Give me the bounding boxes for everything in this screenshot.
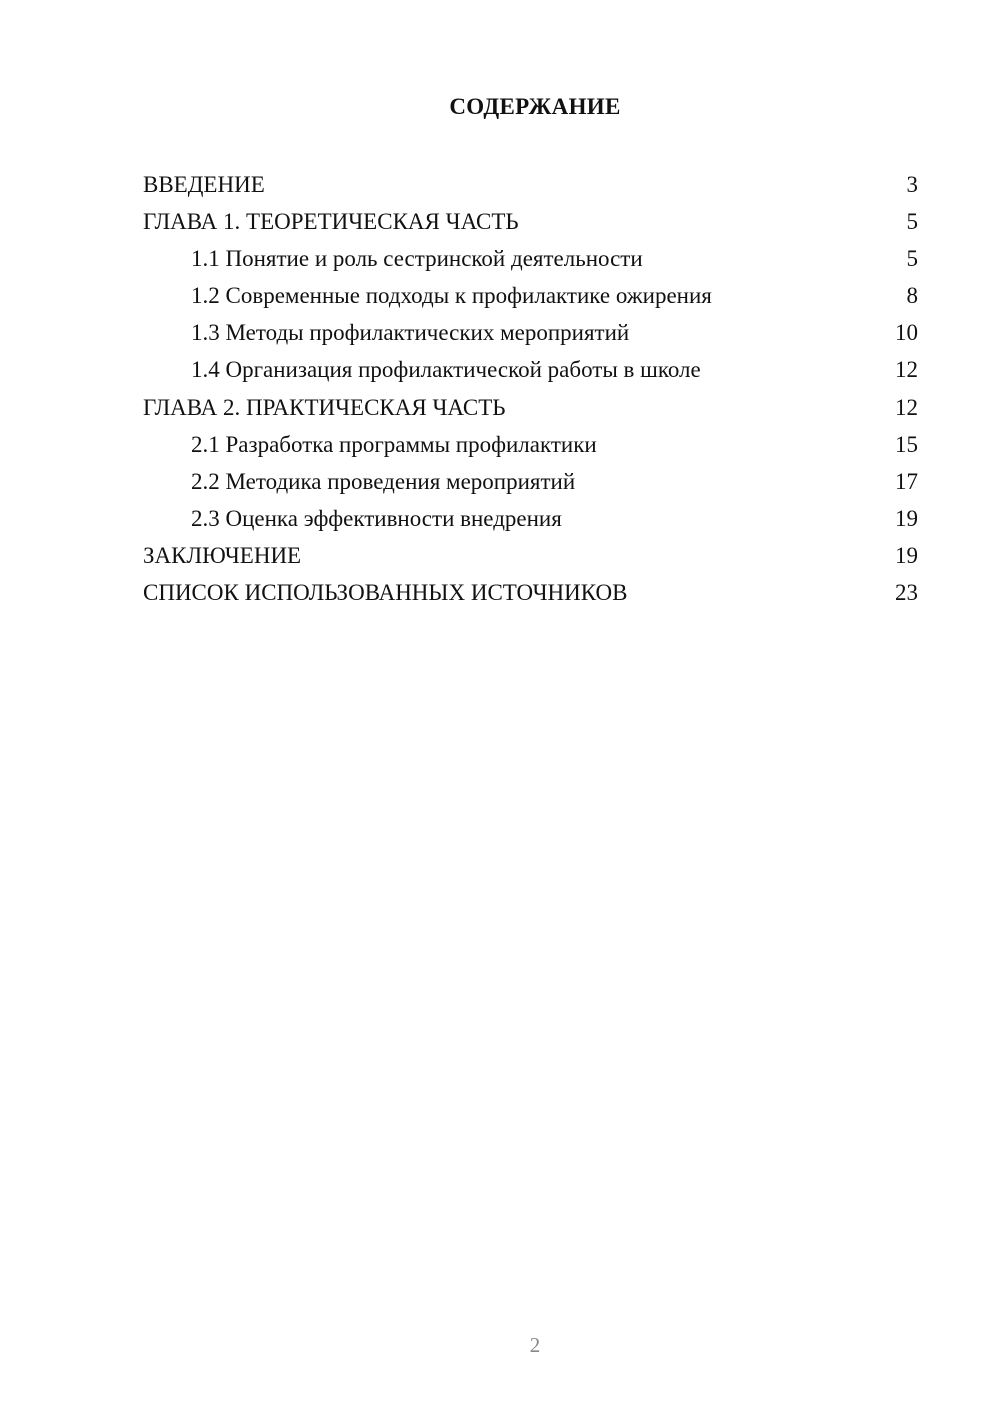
toc-entry-title: 1.3 Методы профилактических мероприятий (191, 320, 630, 346)
toc-entry-page: 15 (895, 431, 918, 457)
toc-entry-title: 1.2 Современные подходы к профилактике ожирения (191, 283, 712, 309)
toc-entry-section-2-1[interactable] (143, 426, 918, 463)
toc-entry-page: 12 (895, 394, 918, 420)
toc-entry-title: 2.3 Оценка эффективности внедрения (191, 505, 562, 531)
toc-entry-introduction[interactable] (143, 166, 918, 203)
toc-entry-section-1-1[interactable] (143, 240, 918, 277)
toc-entry-title: 2.2 Методика проведения мероприятий (191, 468, 576, 494)
toc-entry-page: 19 (895, 542, 918, 568)
toc-entry-page: 23 (895, 580, 918, 606)
page-number: 2 (529, 1333, 541, 1357)
toc-entry-section-1-3[interactable] (143, 314, 918, 351)
toc-entry-page: 12 (895, 357, 918, 383)
toc-entry-chapter-1[interactable] (143, 203, 918, 240)
toc-entry-title: 1.4 Организация профилактической работы в школе (191, 357, 701, 383)
toc-entry-title: ВВЕДЕНИЕ (143, 172, 265, 197)
toc-entry-title: 1.1 Понятие и роль сестринской деятельности (191, 246, 643, 272)
toc-entry-section-1-4[interactable] (143, 351, 918, 388)
toc-entry-page: 10 (895, 320, 918, 346)
toc-entry-section-1-2[interactable] (143, 277, 918, 314)
toc-entry-page: 5 (906, 246, 918, 272)
toc-entry-chapter-2[interactable] (143, 389, 918, 426)
toc-entry-conclusion[interactable] (143, 537, 918, 574)
page-title: СОДЕРЖАНИЕ (449, 94, 621, 119)
toc-entry-page: 5 (906, 209, 918, 235)
toc-entry-section-2-3[interactable] (143, 500, 918, 537)
table-of-contents (143, 166, 918, 611)
toc-entry-title: ГЛАВА 2. ПРАКТИЧЕСКАЯ ЧАСТЬ (143, 394, 506, 420)
toc-entry-title: ЗАКЛЮЧЕНИЕ (143, 542, 302, 568)
toc-entry-title: ГЛАВА 1. ТЕОРЕТИЧЕСКАЯ ЧАСТЬ (143, 209, 519, 235)
toc-entry-page: 17 (895, 468, 918, 494)
toc-entry-page: 3 (906, 172, 918, 197)
toc-entry-references[interactable] (143, 574, 918, 611)
toc-entry-page: 19 (895, 505, 918, 531)
toc-entry-page: 8 (906, 283, 918, 309)
toc-entry-title: 2.1 Разработка программы профилактики (191, 431, 597, 457)
toc-entry-title: СПИСОК ИСПОЛЬЗОВАННЫХ ИСТОЧНИКОВ (143, 580, 628, 606)
toc-entry-section-2-2[interactable] (143, 463, 918, 500)
